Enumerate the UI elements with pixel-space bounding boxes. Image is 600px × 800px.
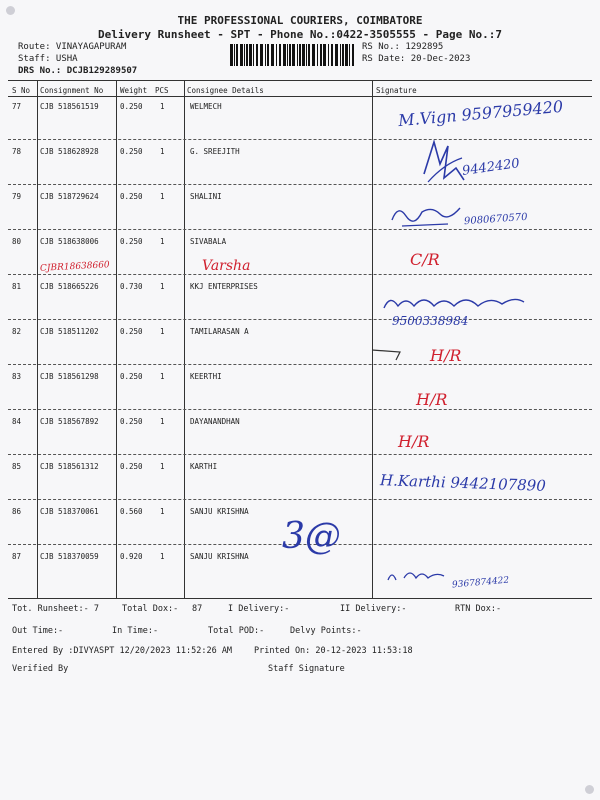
signature-scribble-icon: [418, 134, 470, 190]
delvy-points-label: Delvy Points:-: [290, 626, 362, 636]
row-consignee: SANJU KRISHNA: [190, 552, 249, 561]
row-pcs: 1: [160, 102, 165, 111]
row-separator: [8, 409, 592, 410]
row-weight: 0.250: [120, 102, 143, 111]
row-consignee: KEERTHI: [190, 372, 222, 381]
signature-scribble-icon: [380, 292, 530, 314]
staff-label: Staff: USHA: [18, 54, 78, 64]
total-pod-label: Total POD:-: [208, 626, 265, 636]
row-sno: 85: [12, 462, 22, 471]
row-consignment-no: CJB 518729624: [40, 192, 99, 201]
row-consignee: SHALINI: [190, 192, 222, 201]
handwritten-signature: M.Vign 9597959420: [397, 96, 564, 131]
row-pcs: 1: [160, 147, 165, 156]
row-consignment-no: CJB 518561298: [40, 372, 99, 381]
row-separator: [8, 319, 592, 320]
row-consignee: SIVABALA: [190, 237, 227, 246]
row-weight: 0.920: [120, 552, 143, 561]
row-separator: [8, 184, 592, 185]
row-separator: [8, 274, 592, 275]
row-sno: 77: [12, 102, 22, 111]
column-divider: [184, 80, 185, 598]
handwritten-status: H/R: [398, 432, 430, 451]
row-weight: 0.730: [120, 282, 143, 291]
row-weight: 0.250: [120, 237, 143, 246]
in-time-label: In Time:-: [112, 626, 159, 636]
row-separator: [8, 139, 592, 140]
col-header-consignment: Consignment No: [40, 86, 104, 95]
row-separator: [8, 364, 592, 365]
rtn-dox-label: RTN Dox:-: [455, 604, 502, 614]
col-header-sno: S No: [12, 86, 31, 95]
row-consignment-no: CJB 518561519: [40, 102, 99, 111]
row-consignee: WELMECH: [190, 102, 222, 111]
row-sno: 87: [12, 552, 22, 561]
row-consignee: SANJU KRISHNA: [190, 507, 249, 516]
signature-tick-icon: [370, 346, 406, 362]
i-delivery-label: I Delivery:-: [228, 604, 290, 614]
handwritten-status: H/R: [430, 346, 462, 365]
handwritten-signature: H.Karthi 9442107890: [379, 471, 547, 495]
staff-signature-label: Staff Signature: [268, 664, 345, 674]
row-pcs: 1: [160, 282, 165, 291]
handwritten-receiver-name: Varsha: [202, 258, 251, 274]
row-consignment-no: CJB 518370059: [40, 552, 99, 561]
row-consignment-no: CJB 518567892: [40, 417, 99, 426]
signature-scribble-icon: [384, 566, 448, 586]
row-consignee: KARTHI: [190, 462, 218, 471]
col-header-signature: Signature: [376, 86, 417, 95]
header-bottom-rule: [8, 96, 592, 97]
rs-date: RS Date: 20-Dec-2023: [362, 54, 471, 64]
row-sno: 83: [12, 372, 22, 381]
column-divider: [116, 80, 117, 598]
handwritten-phone: 9080670570: [463, 211, 528, 228]
barcode-icon: [230, 44, 356, 66]
verified-by-label: Verified By: [12, 664, 69, 674]
row-weight: 0.250: [120, 192, 143, 201]
out-time-label: Out Time:-: [12, 626, 64, 636]
route-label: Route: VINAYAGAPURAM: [18, 42, 127, 52]
printed-on: Printed On: 20-12-2023 11:53:18: [254, 646, 413, 656]
row-separator: [8, 454, 592, 455]
row-weight: 0.560: [120, 507, 143, 516]
table-bottom-rule: [8, 598, 592, 599]
punch-hole: [585, 785, 594, 794]
handwritten-phone: 9500338984: [392, 314, 469, 328]
runsheet-subtitle: Delivery Runsheet - SPT - Phone No.:0422-3505555 - Page No.:7: [98, 28, 502, 41]
row-sno: 80: [12, 237, 22, 246]
total-runsheet: Tot. Runsheet:- 7: [12, 604, 99, 614]
row-separator: [8, 229, 592, 230]
row-weight: 0.250: [120, 462, 143, 471]
row-consignee: DAYANANDHAN: [190, 417, 240, 426]
row-pcs: 1: [160, 327, 165, 336]
row-consignment-no: CJB 518561312: [40, 462, 99, 471]
col-header-pcs: PCS: [155, 86, 169, 95]
row-weight: 0.250: [120, 147, 143, 156]
row-sno: 82: [12, 327, 22, 336]
signature-scribble-icon: [388, 198, 468, 232]
handwritten-signature: 3@: [282, 516, 341, 557]
row-sno: 81: [12, 282, 22, 291]
row-pcs: 1: [160, 372, 165, 381]
table-top-rule: [8, 80, 592, 81]
col-header-consignee: Consignee Details: [187, 86, 264, 95]
row-consignment-no: CJB 518638006: [40, 237, 99, 246]
row-pcs: 1: [160, 462, 165, 471]
row-sno: 84: [12, 417, 22, 426]
ii-delivery-label: II Delivery:-: [340, 604, 407, 614]
row-pcs: 1: [160, 417, 165, 426]
handwritten-phone: 9367874422: [451, 575, 510, 591]
row-consignment-no: CJB 518511202: [40, 327, 99, 336]
company-title: THE PROFESSIONAL COURIERS, COIMBATORE: [177, 14, 423, 27]
row-weight: 0.250: [120, 372, 143, 381]
handwritten-status: C/R: [410, 250, 440, 269]
row-sno: 79: [12, 192, 22, 201]
row-pcs: 1: [160, 192, 165, 201]
row-consignee: G. SREEJITH: [190, 147, 240, 156]
row-pcs: 1: [160, 237, 165, 246]
row-consignment-no: CJB 518665226: [40, 282, 99, 291]
row-consignee: TAMILARASAN A: [190, 327, 249, 336]
column-divider: [37, 80, 38, 598]
col-header-weight: Weight: [120, 86, 148, 95]
column-divider: [372, 80, 373, 598]
row-pcs: 1: [160, 507, 165, 516]
row-separator: [8, 499, 592, 500]
total-dox-value: 87: [192, 604, 203, 614]
row-consignment-no: CJB 518628928: [40, 147, 99, 156]
entered-by: Entered By :DIVYASPT 12/20/2023 11:52:26 AM: [12, 646, 233, 656]
row-consignment-no: CJB 518370061: [40, 507, 99, 516]
rs-number: RS No.: 1292895: [362, 42, 444, 52]
handwritten-status: H/R: [416, 390, 448, 409]
row-sno: 78: [12, 147, 22, 156]
row-consignee: KKJ ENTERPRISES: [190, 282, 258, 291]
row-pcs: 1: [160, 552, 165, 561]
handwritten-consignment: CJBR18638660: [39, 260, 110, 274]
row-sno: 86: [12, 507, 22, 516]
row-weight: 0.250: [120, 417, 143, 426]
drs-number: DRS No.: DCJB129289507: [18, 66, 138, 76]
total-dox-label: Total Dox:-: [122, 604, 179, 614]
row-weight: 0.250: [120, 327, 143, 336]
handwritten-phone: 9442420: [461, 156, 521, 179]
